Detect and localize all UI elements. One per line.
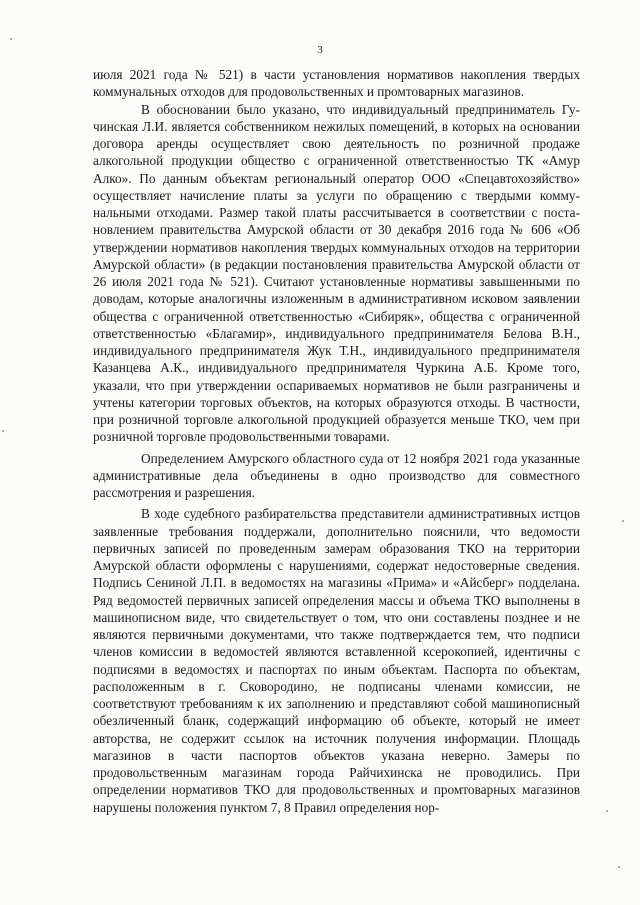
scan-speck <box>606 810 608 812</box>
scan-speck <box>10 38 12 40</box>
paragraph-proceedings: В ходе судебного разбирательства представители административных истцов заявленные требования поддержали, дополнительно пояснили, что ведомости первичных записей по проведенным замерам образования ТКО на территории Амурской области оформлены с нарушениями, содержат недостоверные сведения. Подпись Сениной Л.П. в ведомостях на магазины «Прима» и «Айсберг» подделана. Ряд ведомостей первичных записей определения массы и объема ТКО выполнены в машинописном виде, что свидетельствует о том, что они составлены позднее и не являются первичными документами, что также подтверждается тем, что подписи членов комиссии в ведомостей являются вставленной ксерокопией, идентичны с подписями в ведомостях и паспортах по иным объектам. Паспорта по объектам, расположенным в г. Сковородино, не подписаны членами комиссии, не соответствуют требованиям к их заполнению и представляют собой машинописный обезличенный бланк, содержащий информацию об объекте, который не имеет авторства, не содержит ссылок на источник получения информации. Площадь магазинов в части паспортов объектов указана неверно. Замеры по продовольственным магазинам города Райчихинска не проводились. При определении нормативов ТКО для продовольственных и промтоварных магазинов нарушены положения пунктом 7, 8 Правил определения нор- <box>93 506 580 815</box>
paragraph-court-ruling: Определением Амурского областного суда от 12 ноября 2021 года указанные административные дела объединены в одно производство для совместного рассмотрения и разрешения. <box>93 450 580 500</box>
scan-speck <box>622 520 624 522</box>
paragraph-justification: В обосновании было указано, что индивидуальный предприниматель Гучинская Л.И. является собственником нежилых помещений, в которых на основании договора аренды осуществляет свою деятельность по розничной продаже алкогольной продукции общество с ограниченной ответственностью ТК «Амур Алко». По данным объектам региональный оператор ООО «Спецавтохозяйство» осуществляет начисление платы за услуги по обращению с твердыми коммунальными отходами. Размер такой платы рассчитывается в соответствии с постановлением правительства Амурской области от 30 декабря 2016 года № 606 «Об утверждении нормативов накопления твердых коммунальных отходов на территории Амурской области» (в редакции постановления правительства Амурской области от 26 июля 2021 года № 521). Считают установленные нормативы завышенными по доводам, которые аналогичны изложенным в административном исковом заявлении общества с ограниченной ответственностью «Сибиряк», общества с ограниченной ответственностью «Благамир», индивидуального предпринимателя Белова В.Н., индивидуального предпринимателя Жук Т.Н., индивидуального предпринимателя Казанцева А.К., индивидуального предпринимателя Чуркина А.Б. Кроме того, указали, что при утверждении оспариваемых нормативов не были разграничены и учтены категории торговых объектов, на которых образуются отходы. В частности, при розничной торговле алкогольной продукцией образуется меньше ТКО, чем при розничной торговле продовольственными товарами. <box>93 101 580 445</box>
scan-speck <box>618 866 620 868</box>
paragraph-continuation: июля 2021 года № 521) в части установления нормативов накопления твердых коммунальных отходов для продовольственных и промтоварных магазинов. <box>93 67 580 100</box>
scan-speck <box>2 430 4 432</box>
page-number: 3 <box>317 44 323 56</box>
document-body <box>93 66 580 816</box>
